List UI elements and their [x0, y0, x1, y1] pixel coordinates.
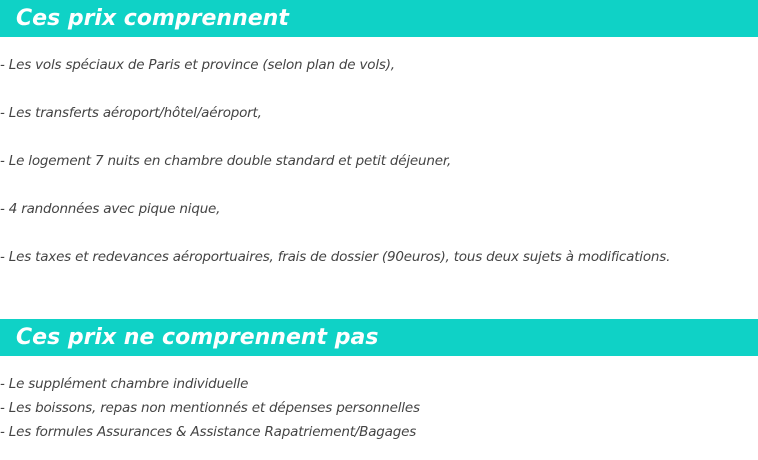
- excluded-item-insurance: - Les formules Assurances & Assistance Rapatriement/Bagages: [0, 424, 417, 440]
- excluded-item-single-room: - Le supplément chambre individuelle: [0, 376, 249, 392]
- included-item-hikes: - 4 randonnées avec pique nique,: [0, 201, 221, 217]
- included-item-transfers: - Les transferts aéroport/hôtel/aéroport,: [0, 105, 262, 121]
- included-item-flights: - Les vols spéciaux de Paris et province (selon plan de vols),: [0, 57, 395, 73]
- excluded-item-drinks-meals: - Les boissons, repas non mentionnés et dépenses personnelles: [0, 400, 420, 416]
- excluded-section-title: Ces prix ne comprennent pas: [0, 319, 758, 356]
- included-item-taxes: - Les taxes et redevances aéroportuaires, frais de dossier (90euros), tous deux sujets à modifications.: [0, 249, 671, 265]
- included-section-title: Ces prix comprennent: [0, 0, 758, 37]
- included-item-accommodation: - Le logement 7 nuits en chambre double standard et petit déjeuner,: [0, 153, 452, 169]
